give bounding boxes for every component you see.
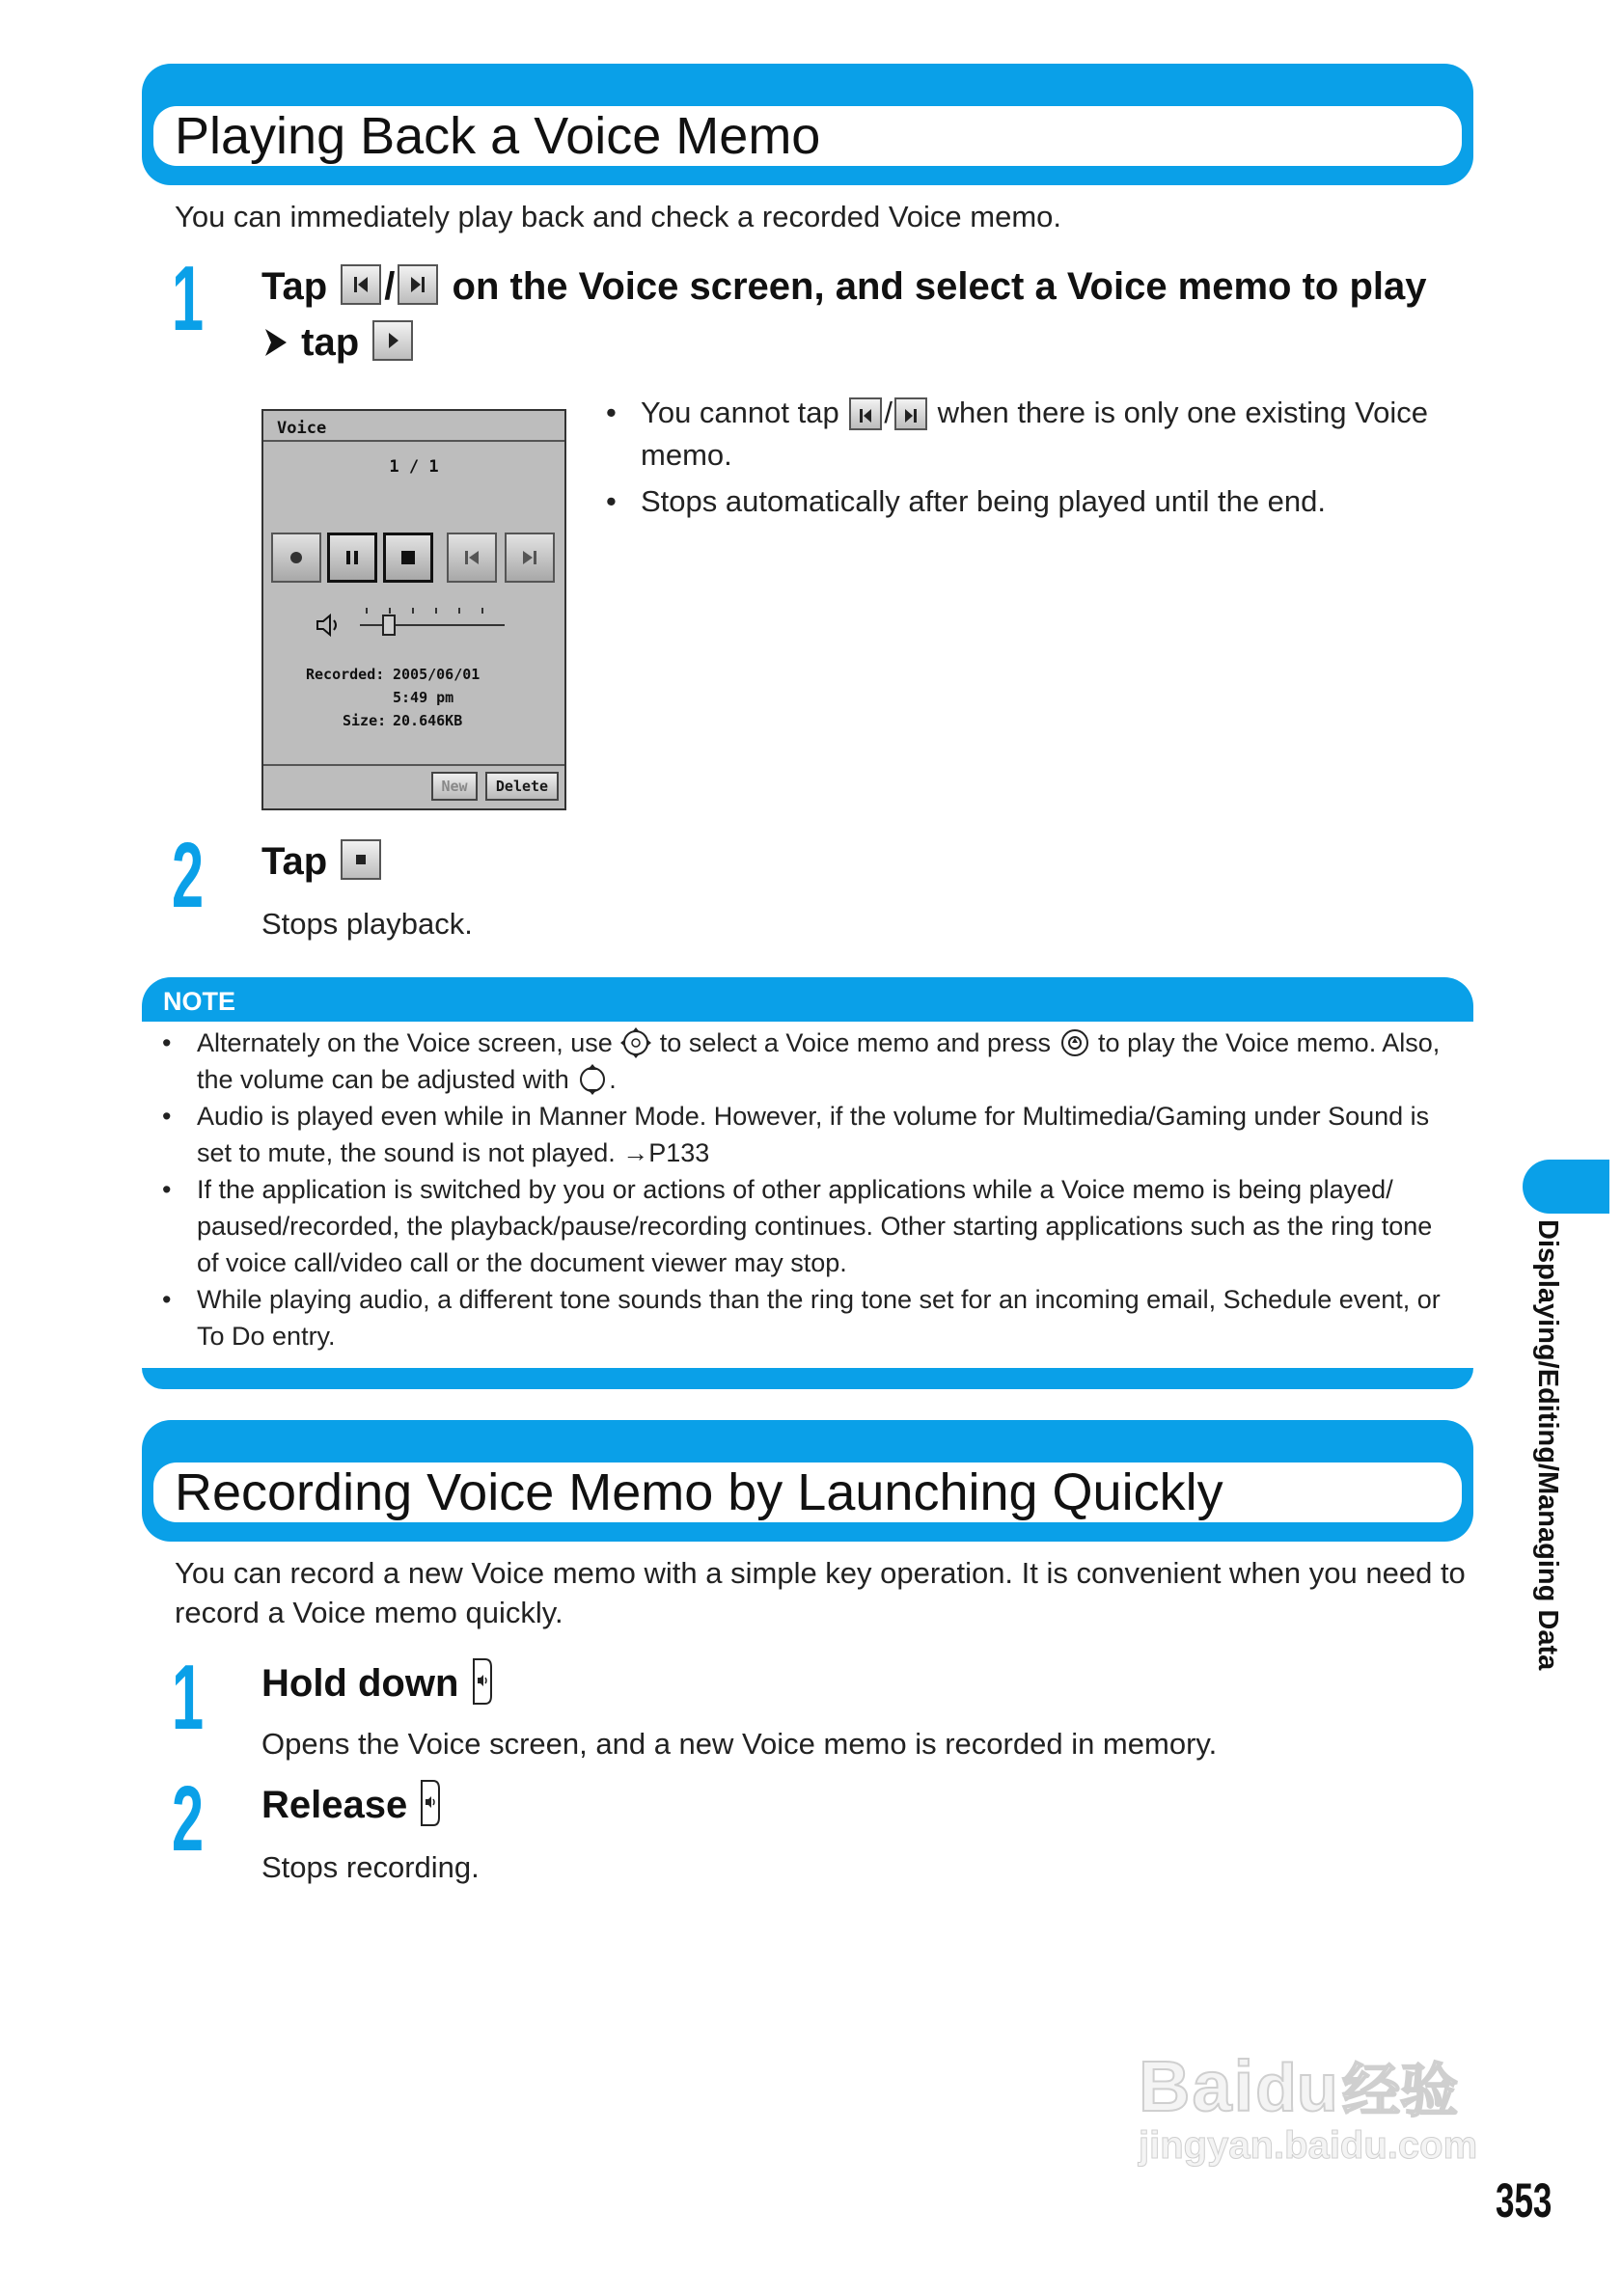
step-notes bbox=[606, 392, 1474, 527]
page-number: 353 bbox=[1496, 2173, 1552, 2228]
note-text: . bbox=[609, 1065, 617, 1094]
bullet-text: You cannot tap bbox=[641, 396, 839, 429]
next-button-icon bbox=[398, 264, 438, 305]
list-item bbox=[156, 1281, 1459, 1354]
list-item bbox=[606, 480, 1474, 523]
next-control[interactable] bbox=[505, 533, 555, 583]
dpad-icon bbox=[619, 1026, 652, 1059]
step-text: Tap bbox=[261, 265, 328, 308]
note-text: While playing audio, a different tone sounds than the ring tone set for an incoming email, Schedule event, or To Do entry. bbox=[197, 1285, 1441, 1351]
side-key-icon bbox=[470, 1655, 495, 1723]
step-description: Stops recording. bbox=[261, 1850, 480, 1884]
new-button[interactable]: New bbox=[431, 772, 478, 801]
side-key-icon bbox=[418, 1777, 443, 1845]
step-number: 1 bbox=[172, 1646, 205, 1749]
step-text: tap bbox=[301, 321, 360, 364]
up-down-key-icon bbox=[576, 1063, 609, 1096]
section-title: Recording Voice Memo by Launching Quickly bbox=[175, 1463, 1223, 1521]
volume-icon bbox=[316, 612, 344, 642]
note-text: Alternately on the Voice screen, use bbox=[197, 1028, 613, 1057]
step-description: Opens the Voice screen, and a new Voice memo is recorded in memory. bbox=[261, 1727, 1218, 1761]
section-header bbox=[142, 1420, 1473, 1542]
note-label: NOTE bbox=[163, 987, 236, 1016]
previous-control[interactable] bbox=[447, 533, 497, 583]
arrow-right-icon bbox=[261, 318, 290, 374]
center-key-icon bbox=[1058, 1026, 1091, 1059]
slash-text: / bbox=[884, 396, 893, 429]
slash-text: / bbox=[384, 265, 396, 308]
step-text: Hold down bbox=[261, 1662, 459, 1705]
recorded-time: 5:49 pm bbox=[393, 689, 454, 706]
note-footer-bar bbox=[142, 1368, 1473, 1389]
note-text: to select a Voice memo and press bbox=[659, 1028, 1052, 1057]
stop-control[interactable] bbox=[383, 533, 433, 583]
note-list bbox=[156, 1025, 1459, 1354]
step-title bbox=[261, 834, 384, 889]
section-header bbox=[142, 64, 1473, 185]
step-text: Tap bbox=[261, 840, 328, 883]
softkey-bar bbox=[263, 764, 564, 808]
note-text: to play the Voice memo. Also, the volume can be adjusted with bbox=[197, 1028, 1441, 1094]
list-item bbox=[156, 1025, 1459, 1098]
volume-slider[interactable] bbox=[360, 600, 514, 642]
step-number: 2 bbox=[172, 824, 205, 927]
section-title: Playing Back a Voice Memo bbox=[175, 107, 821, 165]
step-title bbox=[261, 1777, 443, 1845]
next-button-icon bbox=[894, 397, 927, 430]
previous-button-icon bbox=[341, 264, 381, 305]
step-description: Stops playback. bbox=[261, 907, 473, 941]
recorded-date: 2005/06/01 bbox=[393, 666, 481, 683]
pause-control[interactable] bbox=[327, 533, 377, 583]
note-header bbox=[142, 977, 1473, 1022]
watermark-text: du bbox=[1255, 2050, 1338, 2125]
watermark-text: 经验 bbox=[1342, 2059, 1459, 2123]
step-title bbox=[261, 1655, 495, 1723]
bullet-text: Stops automatically after being played until the end. bbox=[641, 484, 1327, 518]
watermark-url: jingyan.baidu.com bbox=[1139, 2124, 1478, 2167]
chapter-label: Displaying/Editing/Managing Data bbox=[1532, 1219, 1563, 1671]
note-text: If the application is switched by you or actions of other applications while a Voice memo is being played/ paused/recorded, the playback/pause/recording continues. Other starting applications such as the ring tone of voice call/video call or the document viewer may stop. bbox=[197, 1175, 1433, 1277]
section-intro: You can immediately play back and check a recorded Voice memo. bbox=[175, 200, 1062, 233]
step-number: 2 bbox=[172, 1767, 205, 1871]
size-label: Size: bbox=[343, 712, 387, 729]
step-text: Release bbox=[261, 1784, 408, 1826]
voice-screen-screenshot bbox=[261, 409, 566, 810]
play-button-icon bbox=[372, 320, 413, 361]
step-number: 1 bbox=[172, 247, 205, 350]
list-item bbox=[156, 1171, 1459, 1281]
list-item bbox=[606, 392, 1474, 477]
list-item bbox=[156, 1098, 1459, 1171]
screen-title: Voice bbox=[263, 411, 564, 442]
watermark-text: Bai bbox=[1139, 2046, 1256, 2126]
delete-button[interactable]: Delete bbox=[485, 772, 559, 801]
recorded-label: Recorded: bbox=[306, 666, 385, 683]
chapter-tab bbox=[1523, 1160, 1609, 1214]
step-title bbox=[261, 259, 1477, 374]
step-text: on the Voice screen, and select a Voice memo to play bbox=[452, 265, 1427, 308]
section-intro: You can record a new Voice memo with a simple key operation. It is convenient when you need to record a Voice memo quickly. bbox=[175, 1556, 1466, 1629]
baidu-watermark bbox=[1139, 2045, 1477, 2168]
memo-counter: 1 / 1 bbox=[389, 457, 439, 477]
record-control[interactable] bbox=[271, 533, 321, 583]
stop-button-icon bbox=[341, 839, 381, 880]
previous-button-icon bbox=[849, 397, 882, 430]
bullet-text: when there is only one existing Voice memo. bbox=[641, 396, 1428, 472]
size-value: 20.646KB bbox=[393, 712, 463, 729]
note-text: Audio is played even while in Manner Mode. However, if the volume for Multimedia/Gaming under Sound is set to mute, the sound is not played. →P133 bbox=[197, 1102, 1430, 1167]
